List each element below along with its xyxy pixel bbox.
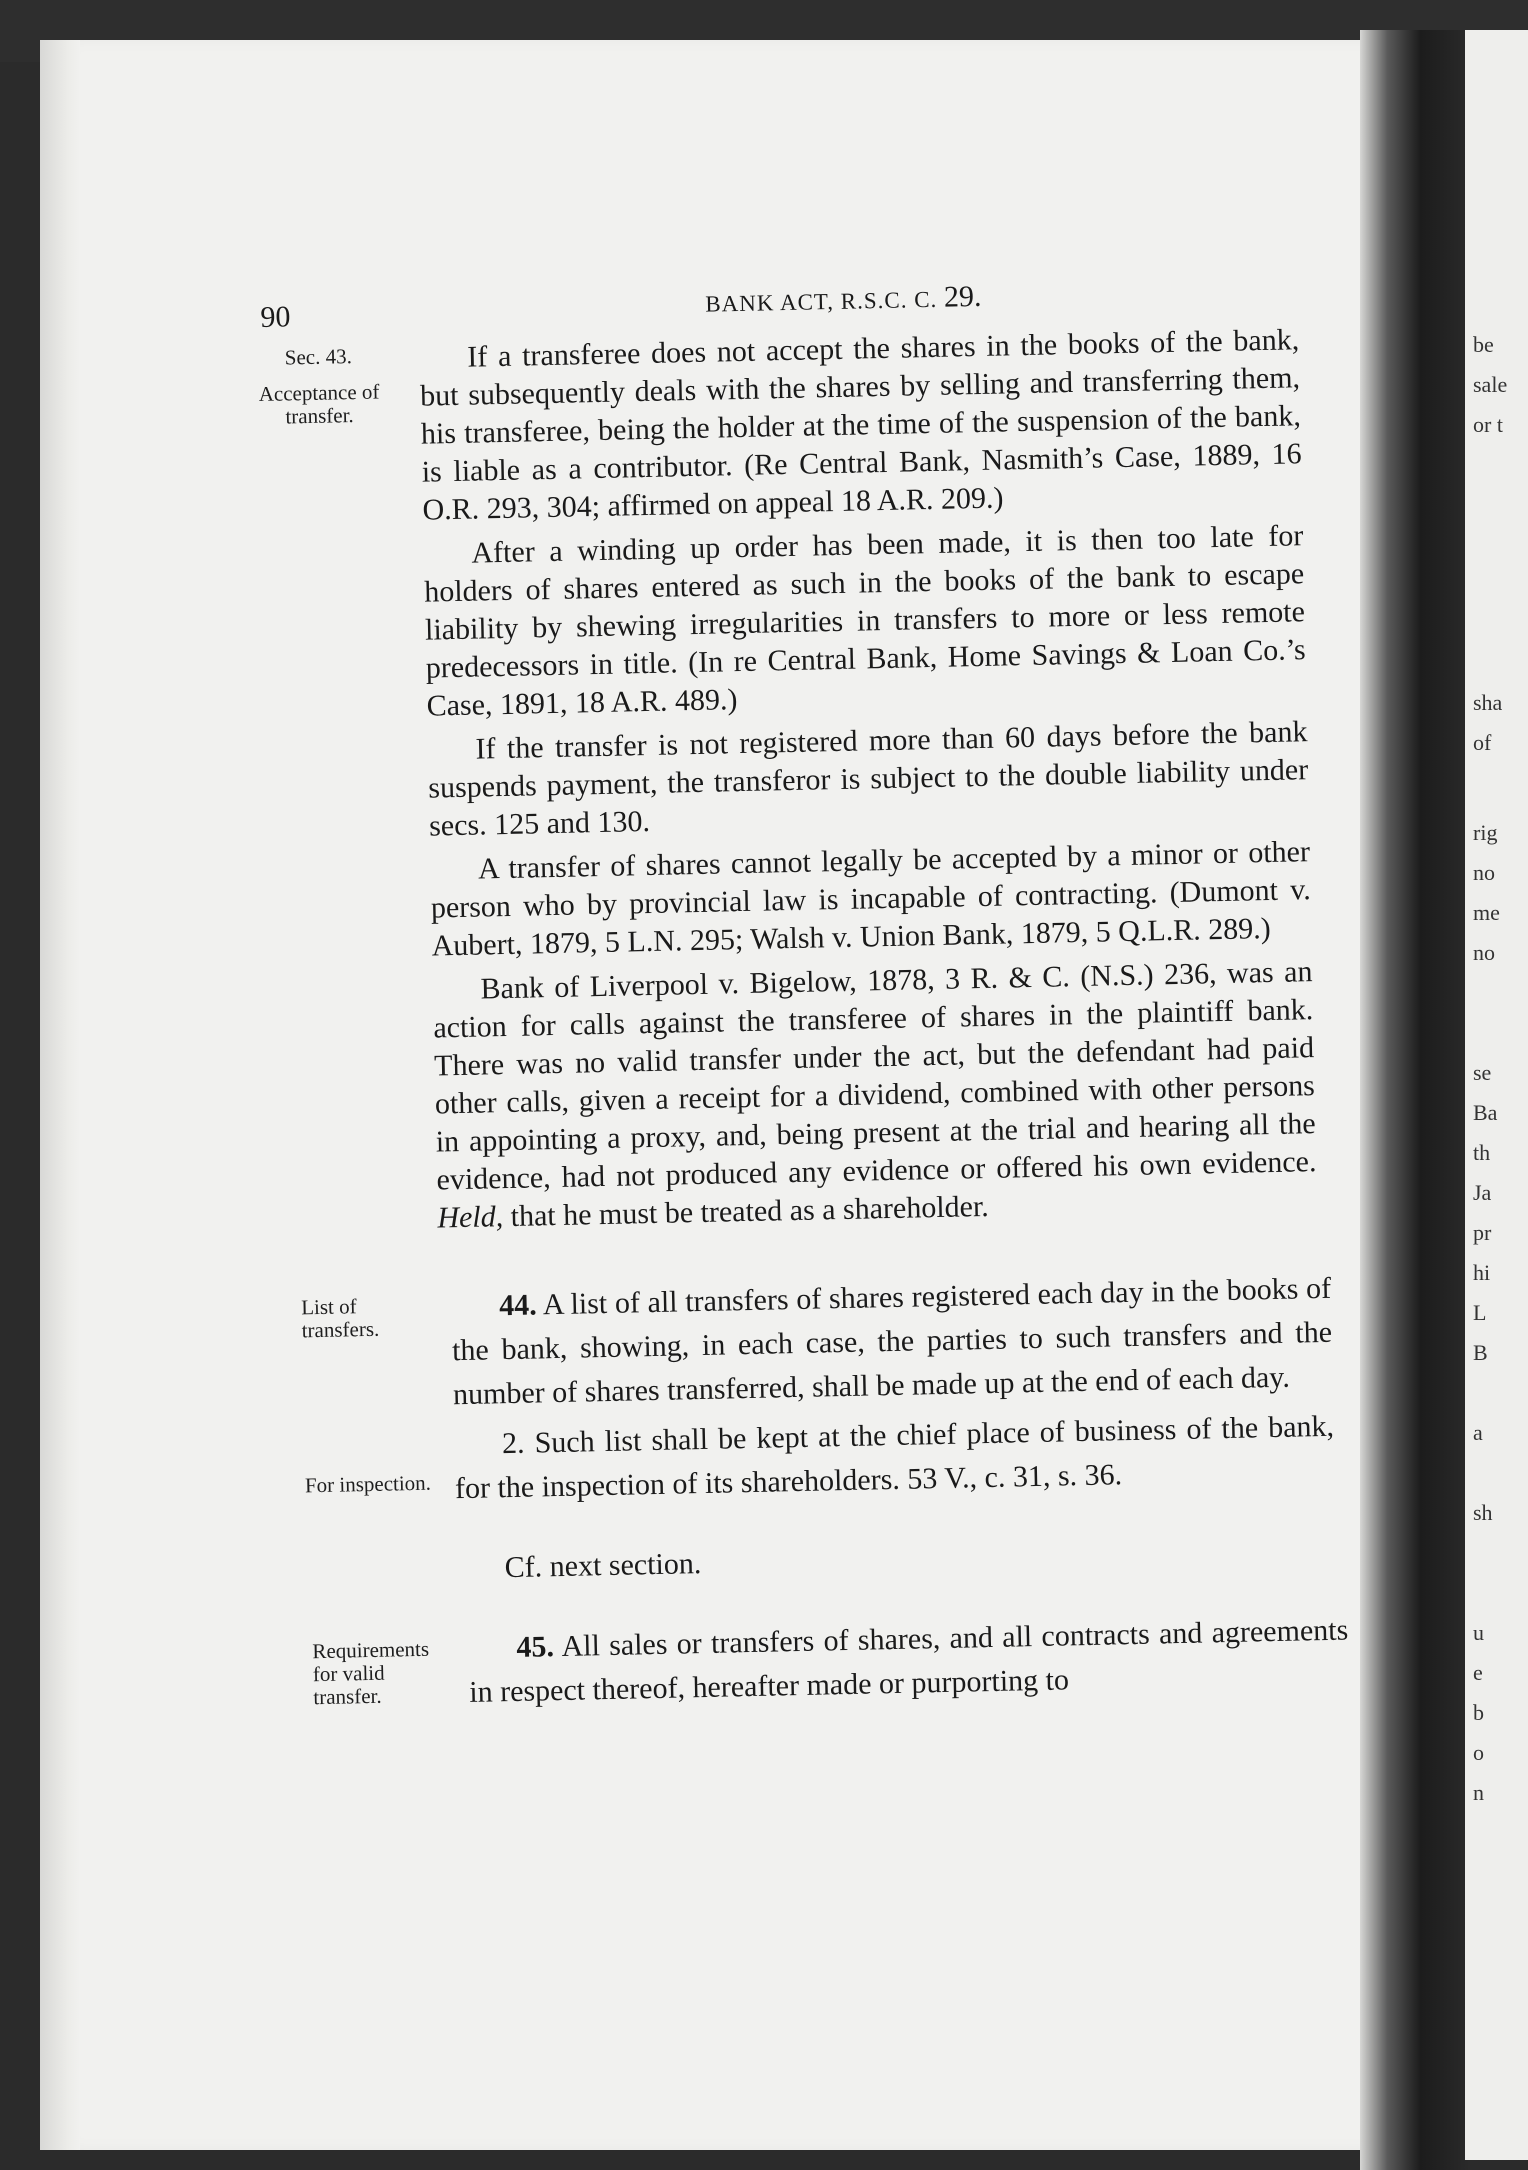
facing-page-fragment: Ba	[1473, 1100, 1498, 1125]
section-45-clause: All sales or transfers of shares, and all contracts and agreements in respect thereof, hereafter made or purporting to	[468, 1613, 1349, 1709]
facing-page-fragment: of	[1473, 730, 1492, 755]
facing-page-fragment: B	[1473, 1340, 1488, 1365]
section-44-block	[281, 1267, 1347, 1595]
section-44-body	[451, 1267, 1337, 1591]
facing-page-fragment: e	[1473, 1660, 1483, 1685]
section-45-text	[468, 1609, 1350, 1715]
running-head	[705, 280, 982, 320]
sidenote-requirements: Requirements for valid transfer.	[312, 1636, 430, 1710]
facing-page	[1465, 30, 1528, 2160]
case-conclusion: that he must be treated as a shareholder.	[502, 1189, 990, 1234]
facing-page-fragment: sh	[1473, 1500, 1493, 1525]
page-edge-stack	[40, 40, 80, 2150]
facing-page-fragment: th	[1473, 1140, 1491, 1165]
section-44-subsection-2: 2. Such list shall be kept at the chief place of business of the bank, for the inspection of its shareholders. 53 V., c. 31, s. 36.	[454, 1409, 1335, 1506]
page-content	[260, 273, 1350, 1725]
paragraph-registration: If the transfer is not registered more than 60 days before the bank suspends payment, the transferor is subject to the double liability under secs. 125 and 130.	[428, 715, 1309, 843]
facing-page-fragment: rig	[1473, 820, 1498, 845]
section-44-clause: A list of all transfers of shares registered each day in the books of the bank, showing, in each case, the parties to such transfers and the number of shares transferred, shall be made up at the end of each day.	[451, 1271, 1333, 1412]
paragraph-acceptance: If a transferee does not accept the shares in the books of the bank, but subsequently deals with the shares by selling and transferring them, his transferee, being the holder at the time of the suspension of the bank, is liable as a contributor. (Re Central Bank, Nasmith’s Case, 1889, 16 O.R. 293, 304; affirmed on appeal 18 A.R. 209.)	[419, 323, 1302, 527]
facing-page-fragment: sha	[1473, 690, 1503, 715]
facing-page-fragment: hi	[1473, 1260, 1491, 1285]
facing-page-fragment: a	[1473, 1420, 1483, 1445]
facing-page-fragment: se	[1473, 1060, 1492, 1085]
section-44-number: 44.	[498, 1288, 538, 1323]
facing-page-fragment: sale	[1473, 372, 1508, 397]
sidenote-list-of-transfers: List of transfers.	[300, 1294, 380, 1343]
facing-page-fragment: no	[1473, 860, 1495, 885]
sidenote-section: Sec. 43.	[284, 344, 353, 370]
held-word: Held,	[437, 1200, 504, 1235]
paragraph-liverpool-case	[432, 953, 1317, 1237]
facing-page-fragment: pr	[1473, 1220, 1492, 1245]
case-text: Bank of Liverpool v. Bigelow, 1878, 3 R. & C. (N.S.) 236, was an action for calls against the transferee of shares in the plaintiff bank. There was no valid transfer under the act, but the defendant had paid other calls, given a receipt for a dividend, combined with other persons in appointing a proxy, and, being present at the trial and hearing all the evidence, had not produced any evidence or offered his own evidence.	[433, 955, 1317, 1197]
book-gutter	[1360, 30, 1470, 2170]
sidenote-for-inspection: For inspection.	[304, 1470, 432, 1498]
facing-page-fragment: L	[1473, 1300, 1487, 1325]
facing-page-fragment: u	[1473, 1620, 1484, 1645]
section-45-body	[468, 1609, 1350, 1715]
facing-page-fragment: n	[1473, 1780, 1484, 1805]
sidenote-acceptance: Acceptance of transfer.	[258, 379, 380, 429]
facing-page-fragment: be	[1473, 332, 1494, 357]
running-head-title: BANK ACT, R.S.C. C.	[705, 286, 945, 317]
facing-page-fragment: Ja	[1473, 1180, 1492, 1205]
running-head-chapter: 29.	[943, 279, 982, 314]
page-number: 90	[260, 300, 291, 334]
paragraph-winding-up: After a winding up order has been made, it is then too late for holders of shares entered as such in the books of the bank to escape liability by shewing irregularities in transfers to more or less remote predecessors in title. (In re Central Bank, Home Savings & Loan Co.’s Case, 1891, 18 A.R. 489.)	[423, 519, 1307, 723]
paragraph-minor: A transfer of shares cannot legally be accepted by a minor or other person who by provincial law is incapable of contracting. (Dumont v. Aubert, 1879, 5 L.N. 295; Walsh v. Union Bank, 1879, 5 Q.L.R. 289.)	[430, 835, 1312, 963]
facing-page-fragment: no	[1473, 940, 1495, 965]
cross-reference: Cf. next section.	[504, 1547, 702, 1585]
section-44-text	[451, 1267, 1334, 1417]
section-43-block	[258, 321, 1340, 1241]
facing-page-fragment: b	[1473, 1700, 1484, 1725]
facing-page-fragment: or t	[1473, 412, 1503, 437]
facing-page-fragment: me	[1473, 900, 1500, 925]
facing-page-fragment: o	[1473, 1740, 1484, 1765]
section-45-number: 45.	[516, 1630, 555, 1664]
section-43-body	[419, 321, 1318, 1237]
